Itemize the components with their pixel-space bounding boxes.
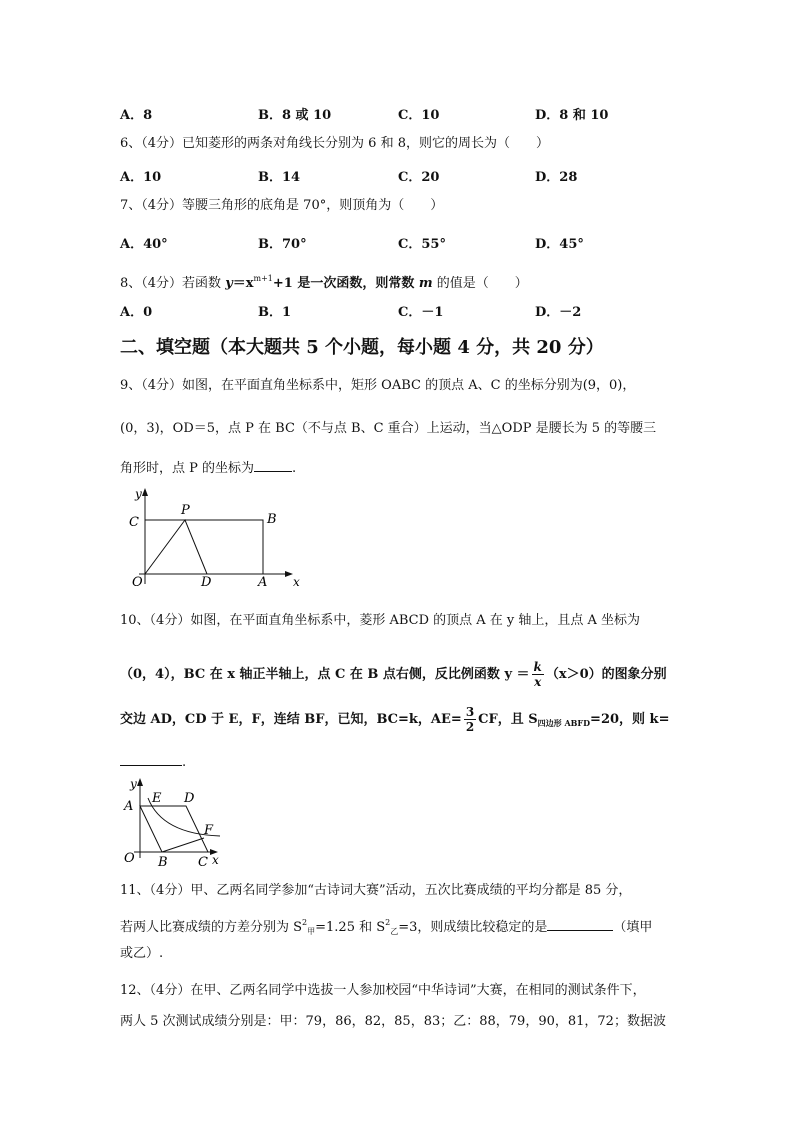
- q9-answer-blank[interactable]: [254, 458, 292, 472]
- q8-option-a[interactable]: A．0: [120, 305, 153, 320]
- q8-func-exp: m+1: [253, 274, 273, 283]
- q9-y-arrow: [142, 488, 148, 496]
- q10-label-a: A: [124, 799, 134, 814]
- q10-line-3b: CF，且 S: [478, 712, 538, 727]
- q7-options: [120, 233, 680, 251]
- q10-line-1: 10、（4分）如图，在平面直角坐标系中，菱形 ABCD 的顶点 A 在 y 轴上，且点 A 坐标为: [120, 613, 641, 628]
- q11-line-2d: （填甲: [613, 920, 653, 935]
- q10-frac-32-den: 2: [465, 720, 475, 734]
- q11-sup-2b: 2: [385, 918, 391, 927]
- q9-figure: [125, 486, 305, 592]
- q7-option-d[interactable]: D．45°: [535, 237, 584, 252]
- q10-rhombus: [140, 806, 208, 852]
- q6-options: [120, 166, 680, 184]
- q8-prefix: 8、（4分）若函数: [120, 276, 226, 291]
- q9-line-3-end: .: [292, 461, 297, 476]
- q9-label-o: O: [132, 575, 143, 590]
- q10-label-o: O: [124, 851, 135, 866]
- q9-label-y: y: [135, 487, 142, 501]
- q9-line-3-text: 角形时，点 P 的坐标为: [120, 461, 255, 476]
- q10-frac-k-num: k: [533, 660, 542, 674]
- q11-line-2c: =3，则成绩比较稳定的是: [398, 920, 548, 935]
- q10-frac-32-num: 3: [465, 705, 475, 719]
- q10-line-3-sub: 四边形 ABFD: [537, 718, 591, 728]
- q7-option-b[interactable]: B．70°: [258, 237, 307, 252]
- q6-option-d[interactable]: D．28: [535, 170, 578, 185]
- q5-options: [120, 104, 680, 122]
- q9-line-2: (0，3)，OD＝5，点 P 在 BC（不与点 B、C 重合）上运动，当△ODP 是腰长为 5 的等腰三: [120, 421, 657, 436]
- q10-line-3: [120, 700, 669, 740]
- q10-label-f: F: [204, 823, 214, 838]
- q9-x-arrow: [285, 571, 293, 577]
- q10-label-b: B: [158, 855, 168, 870]
- q11-line-2: [120, 914, 652, 941]
- q8-options: [120, 301, 680, 319]
- q10-frac-k-den: x: [534, 675, 542, 689]
- q10-y-arrow: [137, 778, 143, 786]
- q12-line-2: 两人 5 次测试成绩分别是：甲：79，86，82，85，83；乙：88，79，90，81，72；数据波: [120, 1014, 666, 1029]
- q10-line-4-end: .: [182, 755, 187, 770]
- q9-label-a: A: [258, 575, 268, 590]
- q5-option-d[interactable]: D．8 和 10: [535, 108, 609, 123]
- q10-label-x: x: [212, 853, 219, 867]
- q11-sub-jia: 甲: [307, 927, 316, 936]
- q5-option-a[interactable]: A．8: [120, 108, 153, 123]
- q9-line-1: 9、（4分）如图，在平面直角坐标系中，矩形 OABC 的顶点 A、C 的坐标分别为(9，0)，: [120, 378, 636, 393]
- q10-figure: [118, 776, 228, 870]
- q10-answer-blank[interactable]: [120, 752, 182, 766]
- q12-line-1: 12、（4分）在甲、乙两名同学中选拔一人参加校园“中华诗词”大赛，在相同的测试条件下，: [120, 983, 646, 998]
- q10-label-c: C: [198, 855, 208, 870]
- q9-label-d: D: [201, 575, 212, 590]
- q11-sub-yi: 乙: [390, 927, 399, 936]
- q8-var-m: m: [418, 276, 433, 291]
- q10-line-3c: =20，则 k=: [590, 712, 670, 727]
- q9-label-b: B: [267, 512, 277, 527]
- q6-option-c[interactable]: C．20: [398, 170, 440, 185]
- q11-line-3: 或乙）.: [120, 946, 164, 961]
- q9-label-p: P: [181, 503, 190, 518]
- q10-label-y: y: [130, 777, 137, 791]
- q10-label-d: D: [184, 791, 195, 806]
- q9-triangle: [145, 520, 207, 574]
- q9-label-c: C: [129, 515, 139, 530]
- q10-line-3a: 交边 AD，CD 于 E，F，连结 BF，已知，BC=k，AE=: [120, 712, 462, 727]
- q11-answer-blank[interactable]: [547, 917, 613, 931]
- q9-label-x: x: [293, 575, 300, 589]
- q10-frac-k-over-x: [532, 660, 544, 689]
- q10-line-4: [120, 752, 186, 772]
- q6-option-a[interactable]: A．10: [120, 170, 162, 185]
- q11-line-1: 11、（4分）甲、乙两名同学参加“古诗词大赛”活动，五次比赛成绩的平均分都是 85 分，: [120, 883, 632, 898]
- q6-option-b[interactable]: B．14: [258, 170, 301, 185]
- q11-sup-2a: 2: [302, 918, 308, 927]
- q10-line-2b: （x＞0）的图象分别: [545, 667, 667, 682]
- q10-line-2a: （0，4），BC 在 x 轴正半轴上，点 C 在 B 点右侧，反比例函数 y ＝: [120, 667, 530, 682]
- q8-stem: [120, 270, 528, 293]
- q8-func-y: y: [225, 276, 233, 291]
- q8-option-c[interactable]: C．－1: [398, 305, 444, 320]
- q5-option-b[interactable]: B．8 或 10: [258, 108, 332, 123]
- q7-stem: 7、（4分）等腰三角形的底角是 70°，则顶角为（ ）: [120, 198, 444, 213]
- q8-option-d[interactable]: D．－2: [535, 305, 582, 320]
- q10-segment-bf: [162, 838, 204, 852]
- q10-line-2: [120, 655, 667, 695]
- q8-suffix: 的值是（ ）: [432, 276, 528, 291]
- q11-line-2a: 若两人比赛成绩的方差分别为 S: [120, 920, 303, 935]
- q10-label-e: E: [152, 791, 162, 806]
- q8-func-eq: ＝x: [232, 276, 254, 291]
- q6-stem: 6、（4分）已知菱形的两条对角线长分别为 6 和 8，则它的周长为（ ）: [120, 136, 549, 151]
- q10-frac-3-over-2: [464, 705, 476, 734]
- q9-line-3: [120, 458, 296, 478]
- q7-option-a[interactable]: A．40°: [120, 237, 168, 252]
- q5-option-c[interactable]: C．10: [398, 108, 440, 123]
- q8-func-rest: +1 是一次函数，则常数: [272, 276, 419, 291]
- q8-option-b[interactable]: B．1: [258, 305, 292, 320]
- q7-option-c[interactable]: C．55°: [398, 237, 446, 252]
- q11-line-2b: =1.25 和 S: [315, 920, 386, 935]
- section-2-title: 二、填空题（本大题共 5 个小题，每小题 4 分，共 20 分）: [120, 337, 604, 358]
